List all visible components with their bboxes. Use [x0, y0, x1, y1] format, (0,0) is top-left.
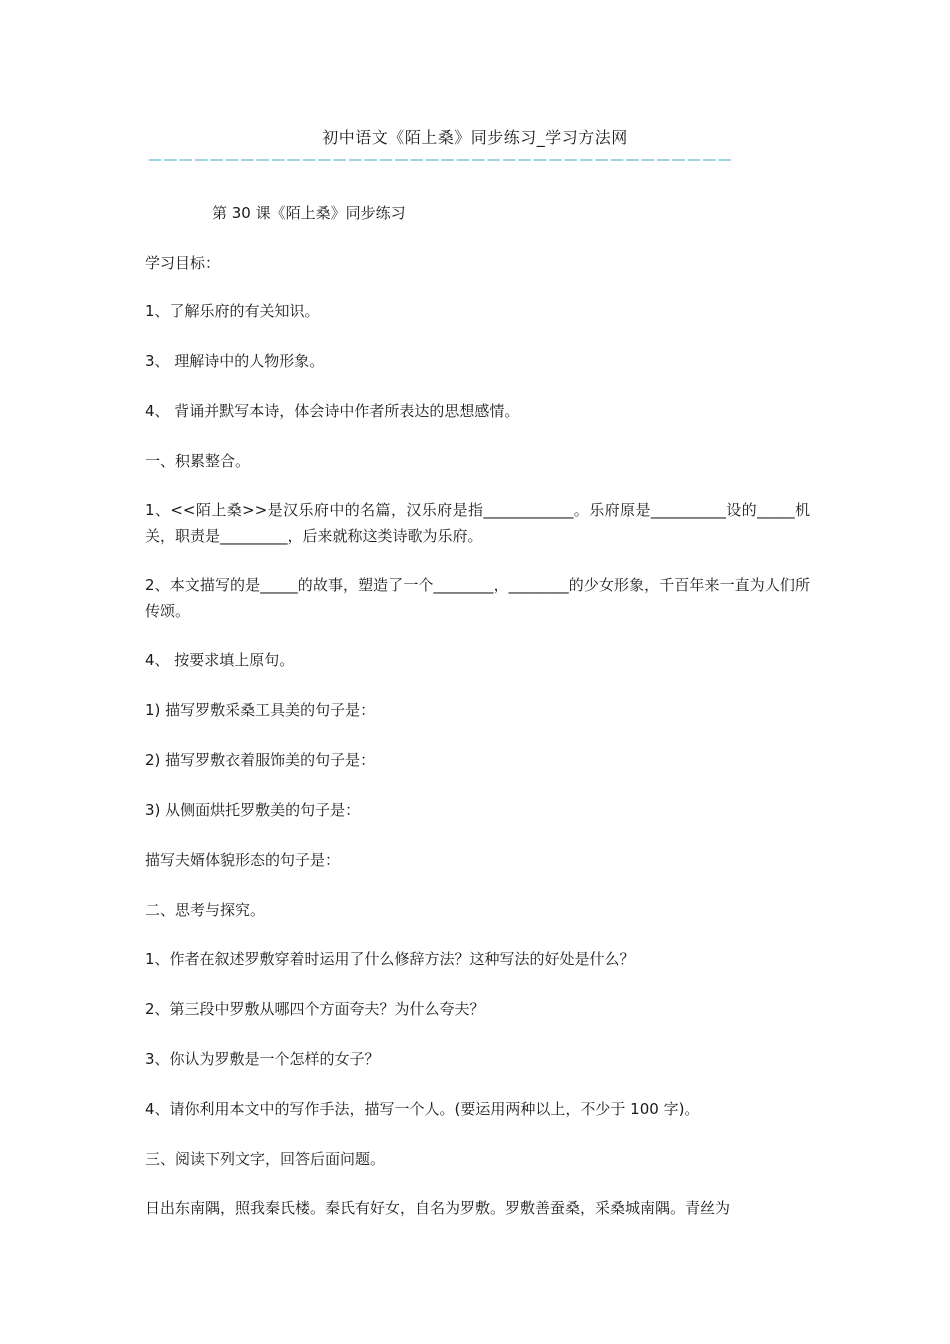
objective-item: 3、 理解诗中的人物形象。	[145, 352, 325, 370]
objective-item: 1、了解乐府的有关知识。	[145, 302, 320, 320]
question-item: 1、作者在叙述罗敷穿着时运用了什么修辞方法？这种写法的好处是什么？	[145, 950, 635, 968]
objective-item: 4、 背诵并默写本诗，体会诗中作者所表达的思想感情。	[145, 402, 520, 420]
section-heading: 一、积累整合。	[145, 452, 251, 470]
header-divider: ——————————————————————————————————————	[148, 152, 734, 168]
sub-question-item: 描写夫婿体貌形态的句子是：	[145, 851, 341, 869]
question-item: 1、<<陌上桑>>是汉乐府中的名篇，汉乐府是指____________。乐府原是__________设的_____机关，职责是_________，后来就称这类诗歌为乐府。	[145, 501, 810, 545]
objectives-heading: 学习目标：	[145, 254, 221, 272]
section-heading: 二、思考与探究。	[145, 901, 266, 919]
question-item: 3、你认为罗敷是一个怎样的女子？	[145, 1050, 380, 1068]
sub-question-item: 1) 描写罗敷采桑工具美的句子是：	[145, 701, 376, 719]
section-heading: 三、阅读下列文字，回答后面问题。	[145, 1150, 386, 1168]
question-item: 2、本文描写的是_____的故事，塑造了一个________，________的少女形象，千百年来一直为人们所传颂。	[145, 576, 810, 620]
sub-question-item: 2) 描写罗敷衣着服饰美的句子是：	[145, 751, 376, 769]
question-item: 2、第三段中罗敷从哪四个方面夸夫？为什么夸夫？	[145, 1000, 485, 1018]
reading-passage: 日出东南隅，照我秦氏楼。秦氏有好女，自名为罗敷。罗敷善蚕桑，采桑城南隅。青丝为	[145, 1199, 731, 1217]
sub-question-item: 3) 从侧面烘托罗敷美的句子是：	[145, 801, 361, 819]
question-item: 4、请你利用本文中的写作手法，描写一个人。(要运用两种以上，不少于 100 字)。	[145, 1100, 700, 1118]
document-header-title: 初中语文《陌上桑》同步练习_学习方法网	[322, 128, 628, 147]
question-item: 4、 按要求填上原句。	[145, 651, 295, 669]
lesson-title: 第 30 课《陌上桑》同步练习	[212, 204, 406, 222]
